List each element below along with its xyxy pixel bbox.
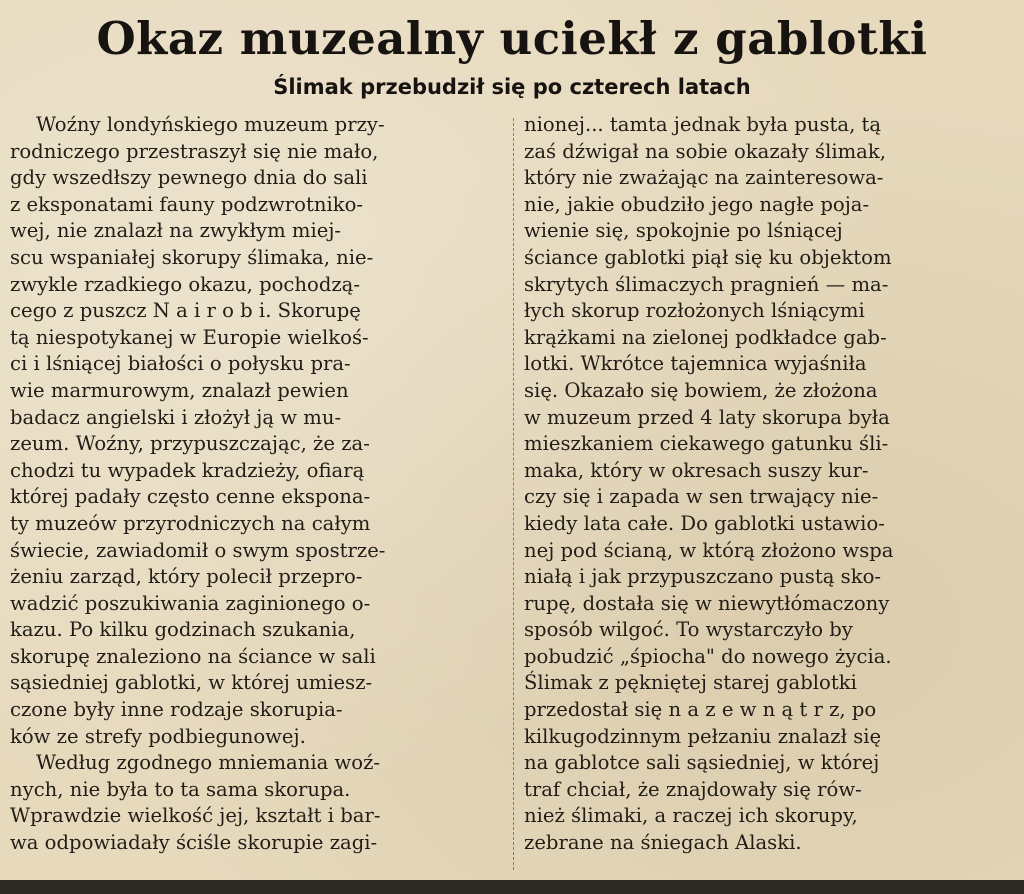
headline: Okaz muzealny uciekł z gablotki [96,12,928,65]
text-line: z eksponatami fauny podzwrotniko- [10,192,364,216]
bottom-edge-band [0,880,1024,894]
text-line: gdy wszedłszy pewnego dnia do sali [10,166,368,190]
text-line: mieszkaniem ciekawego gatunku śli- [524,432,889,456]
text-line: się. Okazało się bowiem, że złożona [524,378,878,402]
text-line: Wprawdzie wielkość jej, kształt i bar- [10,804,381,828]
text-line: Według zgodnego mniemania woź- [36,751,381,775]
text-line: lotki. Wkrótce tajemnica wyjaśniła [524,352,867,376]
text-line: kazu. Po kilku godzinach szukania, [10,618,356,642]
text-line: kiedy lata całe. Do gablotki ustawio- [524,511,885,535]
text-line: w muzeum przed 4 laty skorupa była [524,405,890,429]
text-line: nie, jakie obudziło jego nagłe poja- [524,192,870,216]
text-line: ków ze strefy podbiegunowej. [10,724,306,748]
text-line: krążkami na zielonej podkładce gab- [524,325,887,349]
text-line: zaś dźwigał na sobie okazały ślimak, [524,139,886,163]
text-line: zwykle rzadkiego okazu, pochodzą- [10,272,360,296]
text-line: łych skorup rozłożonych lśniącymi [524,299,865,323]
text-line: zeum. Woźny, przypuszczając, że za- [10,432,370,456]
text-line: wie marmurowym, znalazł pewien [10,378,349,402]
text-line: wej, nie znalazł na zwykłym miej- [10,219,342,243]
text-line: scu wspaniałej skorupy ślimaka, nie- [10,245,374,269]
right-column [524,112,1018,857]
text-line: czy się i zapada w sen trwający nie- [524,485,879,509]
text-line: traf chciał, że znajdowały się rów- [524,777,862,801]
text-line: który nie zważając na zainteresowa- [524,166,884,190]
text-line: wadzić poszukiwania zaginionego o- [10,591,371,615]
text-line: sposób wilgoć. To wystarczyło by [524,618,853,642]
text-line: sąsiedniej gablotki, w której umiesz- [10,671,373,695]
text-line: Ślimak z pękniętej starej gablotki [524,671,857,695]
text-line: czone były inne rodzaje skorupia- [10,698,343,722]
text-line: maka, który w okresach suszy kur- [524,458,869,482]
text-line: pobudzić „śpiocha" do nowego życia. [524,644,892,668]
text-line: rodniczego przestraszył się nie mało, [10,139,379,163]
text-line: nież ślimaki, a raczej ich skorupy, [524,804,858,828]
text-line: żeniu zarząd, który polecił przepro- [10,565,363,589]
text-line: cego z puszcz N a i r o b i. Skorupę [10,299,361,323]
text-line: nych, nie była to ta sama skorupa. [10,777,351,801]
text-line: skrytych ślimaczych pragnień — ma- [524,272,889,296]
text-line: rupę, dostała się w niewytłómaczony [524,591,890,615]
text-line: badacz angielski i złożył ją w mu- [10,405,342,429]
text-line: której padały często cenne eksponа- [10,485,371,509]
column-divider [513,118,514,870]
text-line: Woźny londyńskiego muzeum przy- [36,113,385,136]
text-line: ty muzeów przyrodniczych na całym [10,511,371,535]
text-line: wa odpowiadały ściśle skorupie zagi- [10,831,378,855]
text-line: zebrane na śniegach Alaski. [524,831,802,855]
text-line: skorupę znaleziono na ściance w sali [10,644,376,668]
text-line: kilkugodzinnym pełzaniu znalazł się [524,724,882,748]
left-column [10,112,504,857]
text-line: nionej... tamta jednak była pusta, tą [524,113,882,136]
text-line: przedostał się n a z e w n ą t r z, po [524,698,877,722]
text-line: nej pod ścianą, w którą złożono wspa [524,538,894,562]
subheadline: Ślimak przebudził się po czterech latach [273,75,751,99]
text-line: na gablotce sali sąsiedniej, w której [524,751,880,775]
text-line: tą niespotykanej w Europie wielkoś- [10,325,369,349]
text-line: ściance gablotki piął się ku objektom [524,245,892,269]
text-line: chodzi tu wypadek kradzieży, ofiarą [10,458,365,482]
text-line: świecie, zawiadomił o swym spostrze- [10,538,386,562]
text-line: niałą i jak przypuszczano pustą sko- [524,565,881,589]
text-line: wienie się, spokojnie po lśniącej [524,219,843,243]
text-line: ci i lśniącej białości o połysku pra- [10,352,351,376]
